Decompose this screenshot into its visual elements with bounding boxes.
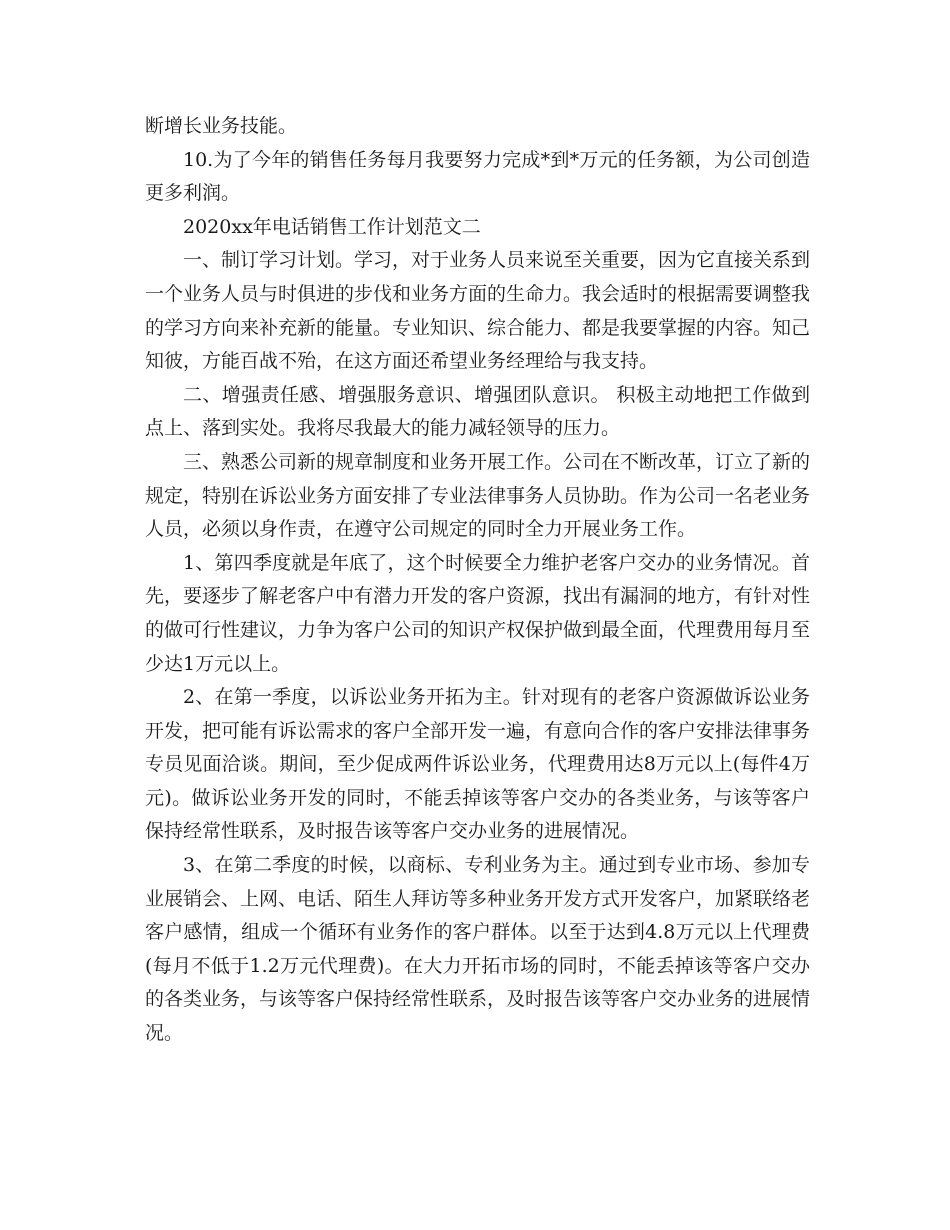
paragraph-fourth-quarter: 1、第四季度就是年底了，这个时候要全力维护老客户交办的业务情况。首先，要逐步了解老客户中有潜力开发的客户资源，找出有漏洞的地方，有针对性的做可行性建议，力争为客户公司的知识产权保护做到最全面，代理费用每月至少达1万元以上。 [145, 551, 811, 675]
paragraph-item-10: 10.为了今年的销售任务每月我要努力完成*到*万元的任务额，为公司创造更多利润。 [145, 148, 810, 205]
paragraph-continuation: 断增长业务技能。 [145, 115, 298, 137]
paragraph-company-rules: 三、熟悉公司新的规章制度和业务开展工作。公司在不断改革，订立了新的规定，特别在诉讼业务方面安排了专业法律事务人员协助。作为公司一名老业务人员，必须以身作责，在遵守公司规定的同时全力开展业务工作。 [145, 450, 811, 541]
paragraph-first-quarter: 2、在第一季度，以诉讼业务开拓为主。针对现有的老客户资源做诉讼业务开发，把可能有诉讼需求的客户全部开发一遍，有意向合作的客户安排法律事务专员见面洽谈。期间，至少促成两件诉讼业务，代理费用达8万元以上(每件4万元)。做诉讼业务开发的同时，不能丢掉该等客户交办的各类业务，与该等客户保持经常性联系，及时报告该等客户交办业务的进展情况。 [145, 686, 811, 843]
document-body [145, 110, 810, 1051]
paragraph-responsibility: 二、增强责任感、增强服务意识、增强团队意识。 积极主动地把工作做到点上、落到实处。我将尽我最大的能力减轻领导的压力。 [145, 383, 810, 440]
paragraph-second-quarter: 3、在第二季度的时候，以商标、专利业务为主。通过到专业市场、参加专业展销会、上网、电话、陌生人拜访等多种业务开发方式开发客户，加紧联络老客户感情，组成一个循环有业务作的客户群体。以至于达到4.8万元以上代理费(每月不低于1.2万元代理费)。在大力开拓市场的同时，不能丢掉该等客户交办的各类业务，与该等客户保持经常性联系，及时报告该等客户交办业务的进展情况。 [145, 854, 811, 1045]
paragraph-study-plan: 一、制订学习计划。学习，对于业务人员来说至关重要，因为它直接关系到一个业务人员与时俱进的步伐和业务方面的生命力。我会适时的根据需要调整我的学习方向来补充新的能量。专业知识、综合能力、都是我要掌握的内容。知己知彼，方能百战不殆，在这方面还希望业务经理给与我支持。 [145, 249, 811, 373]
section-heading: 2020xx年电话销售工作计划范文二 [183, 215, 481, 238]
